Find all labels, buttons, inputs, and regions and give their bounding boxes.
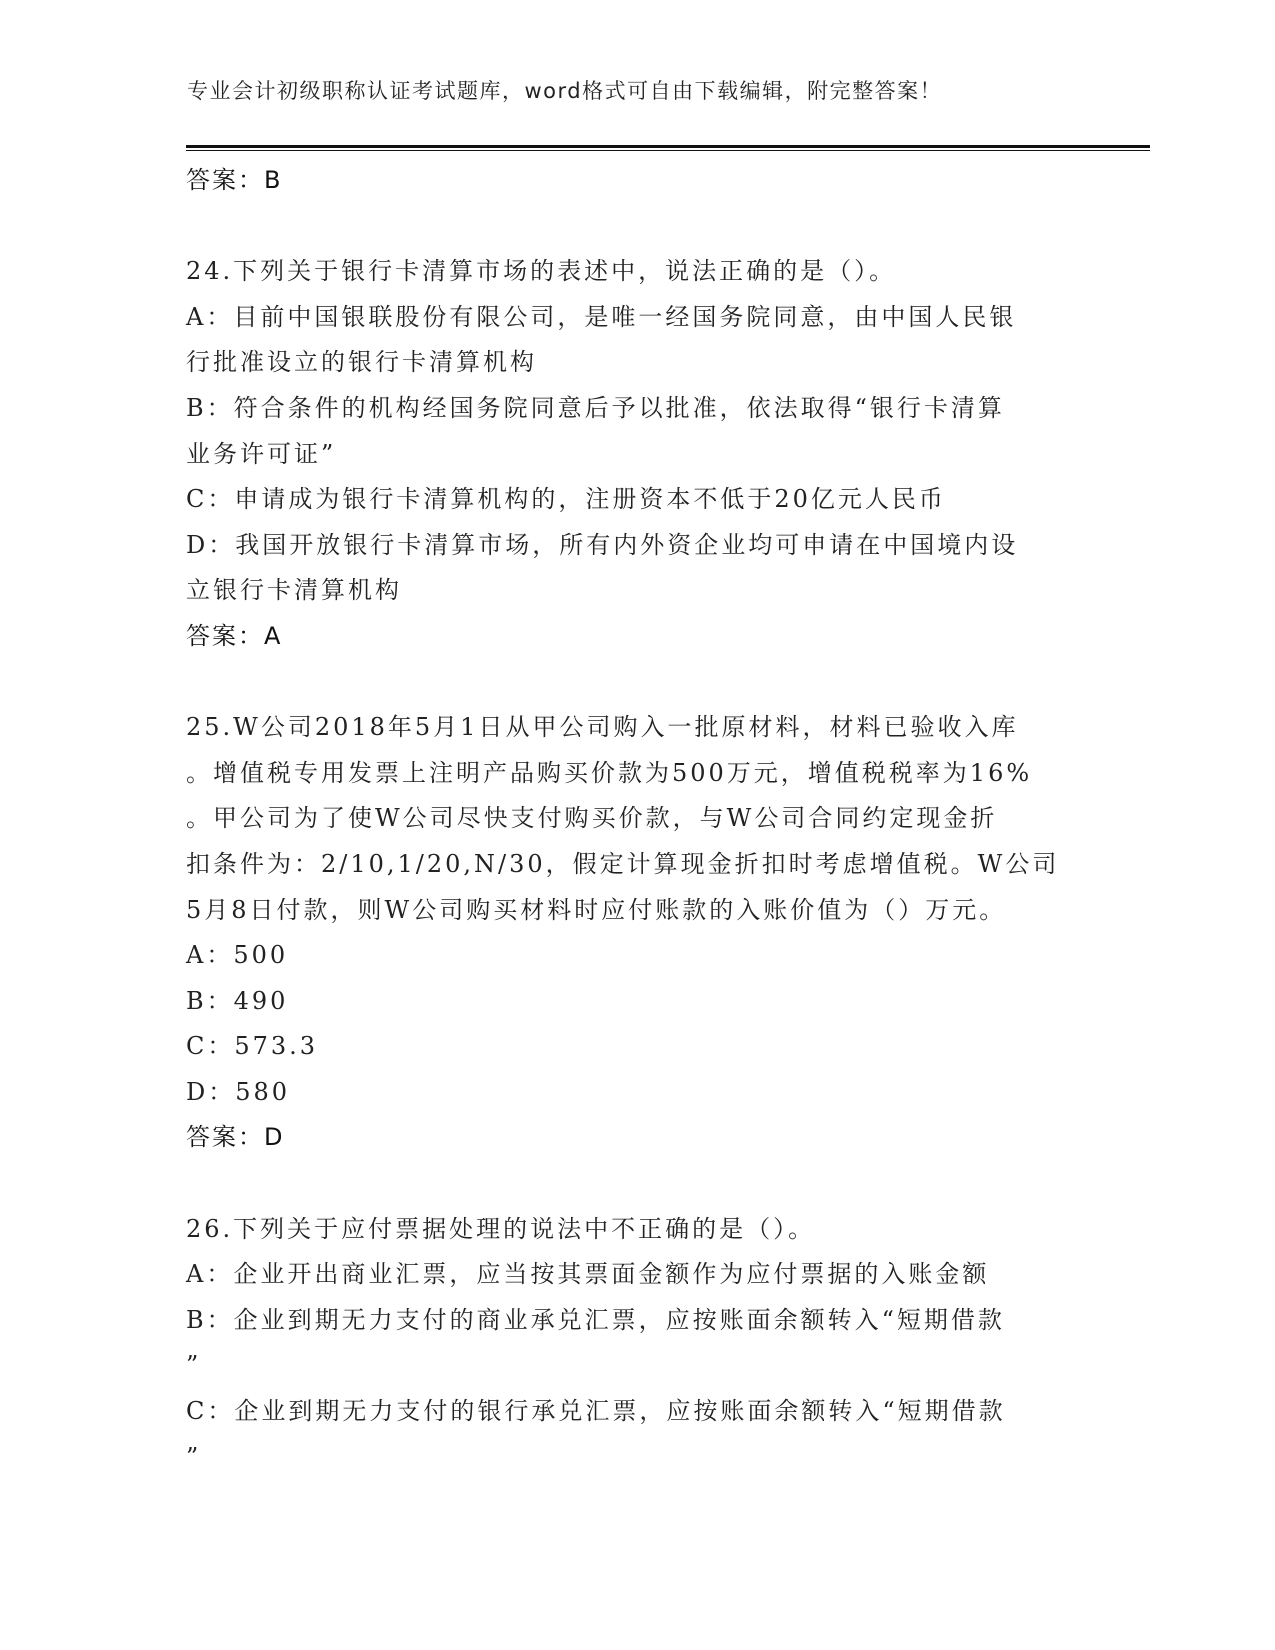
question-stem-line: 。增值税专用发票上注明产品购买价款为500万元，增值税税率为16% (186, 758, 1033, 787)
question-stem-line: 。甲公司为了使W公司尽快支付购买价款，与W公司合同约定现金折 (186, 804, 998, 833)
question-content (186, 158, 1086, 1480)
question-stem-line: 扣条件为：2/10,1/20,N/30，假定计算现金折扣时考虑增值税。W公司 (186, 849, 1060, 878)
option-b-line: 业务许可证” (186, 439, 337, 468)
option-c-line: C：573.3 (186, 1032, 319, 1061)
option-c-line: C：企业到期无力支付的银行承兑汇票，应按账面余额转入“短期借款 (186, 1397, 1006, 1426)
option-d-line: D：580 (186, 1077, 291, 1106)
question-24 (186, 249, 1086, 659)
header-rule-thin (186, 150, 1150, 151)
answer-label: 答案：D (186, 1123, 285, 1152)
question-26 (186, 1207, 1086, 1481)
header-rule-thick (186, 145, 1150, 148)
question-stem-line: 25.W公司2018年5月1日从甲公司购入一批原材料，材料已验收入库 (186, 713, 1019, 742)
option-b-line: ” (186, 1351, 199, 1380)
spacer (186, 660, 1086, 706)
option-b-line: B：企业到期无力支付的商业承兑汇票，应按账面余额转入“短期借款 (186, 1305, 1005, 1334)
option-a-line: A：500 (186, 941, 289, 970)
option-b-line: B：符合条件的机构经国务院同意后予以批准，依法取得“银行卡清算 (186, 393, 1005, 422)
question-stem-line: 5月8日付款，则W公司购买材料时应付账款的入账价值为（）万元。 (186, 895, 1007, 924)
option-c-line: ” (186, 1442, 199, 1471)
answer-label: 答案：A (186, 621, 283, 650)
option-a-line: A：企业开出商业汇票，应当按其票面金额作为应付票据的入账金额 (186, 1260, 990, 1289)
option-a-line: 行批准设立的银行卡清算机构 (186, 348, 537, 377)
option-b-line: B：490 (186, 986, 289, 1015)
question-stem-line: 24.下列关于银行卡清算市场的表述中，说法正确的是（）。 (186, 257, 897, 286)
page-header-text: 专业会计初级职称认证考试题库，word格式可自由下载编辑，附完整答案！ (187, 79, 943, 103)
spacer (186, 204, 1086, 250)
question-25 (186, 705, 1086, 1161)
spacer (186, 1161, 1086, 1207)
option-d-line: D：我国开放银行卡清算市场，所有内外资企业均可申请在中国境内设 (186, 530, 1019, 559)
option-d-line: 立银行卡清算机构 (186, 576, 402, 605)
question-stem-line: 26.下列关于应付票据处理的说法中不正确的是（）。 (186, 1214, 816, 1243)
option-a-line: A：目前中国银联股份有限公司，是唯一经国务院同意，由中国人民银 (186, 302, 1017, 331)
previous-answer: 答案：B (186, 166, 283, 194)
option-c-line: C：申请成为银行卡清算机构的，注册资本不低于20亿元人民币 (186, 485, 946, 514)
